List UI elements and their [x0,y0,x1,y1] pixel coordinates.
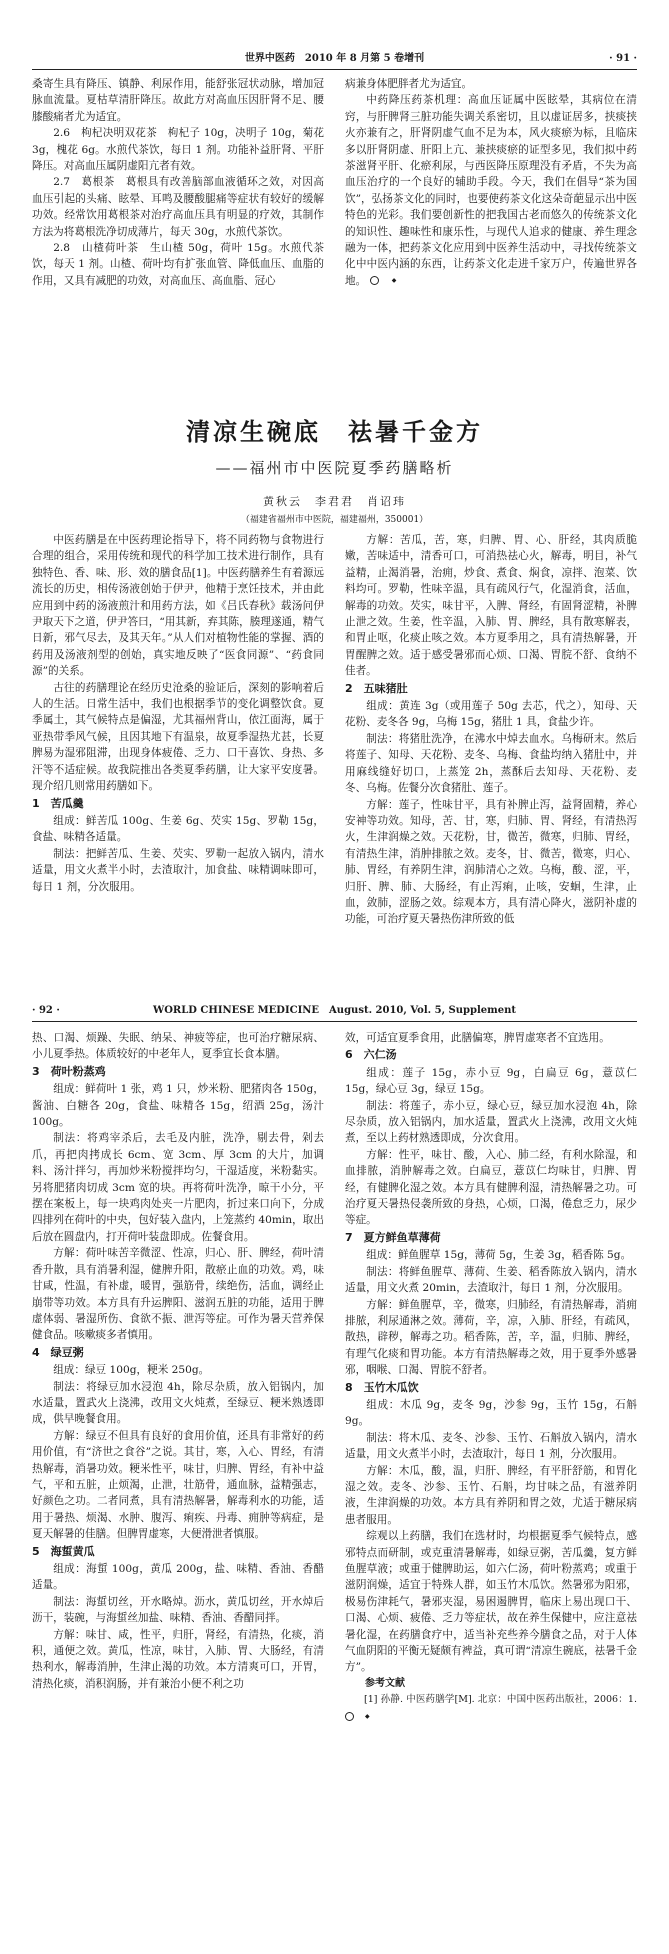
body-paragraph: 方解：性平，味甘、酸，入心、肺二经，有利水除湿，和血排脓，消肿解毒之效。白扁豆，薏苡仁均味甘，归脾、胃经，有健脾化湿之效。本方具有健脾利湿，清热解暑之功。可治疗夏天暑热侵袭所致的身热，心烦，口渴，倦怠乏力，尿少等症。 [345,1148,637,1227]
section-heading: 8 玉竹木瓜饮 [345,1380,419,1394]
body-paragraph: 中医药膳是在中医药理论指导下，将不同药物与食物进行合理的组合，采用传统和现代的科学加工技术进行制作，具有独特色、香、味、形、效的膳食品[1]。中医药膳养生有着源远流长的历史，相传汤液创始于伊尹，他精于烹饪技术，并由此应用到中药的汤液煎汁和用药方法，如《吕氏春秋》载汤问伊尹取天下之道，伊尹答曰，“用其新，弃其陈，腠理遂通，精气日新，邪气尽去，及其天年。”从人们对植物性能的掌握、酒的药用及汤液剂型的创始，真实地反映了“医食同源”、“药食同源”的关系。 [32,534,324,678]
body-paragraph: 制法：将鸡宰杀后，去毛及内脏，洗净，剔去骨，剁去爪，再把肉拷成长 6cm、宽 3cm、厚 3cm 的大片，加调料、汤汁拌匀，再加炒米粉搅拌均匀，干湿适度，米粉黏实。另将肥猪肉切成 3cm 宽的块。再将荷叶洗净，晾干小分，平摆在案板上，每一块鸡肉处夹一片肥肉，折过来口向下，分成四排列在荷叶的中央，包好装入盘内，上笼蒸约 40min，取出后放在圆盘内，打开荷叶装盘即成。佐餐食用。 [32,1132,324,1243]
body-paragraph: 方解：绿豆不但具有良好的食用价值，还具有非常好的药用价值，有“济世之食谷”之说。其甘，寒，入心、胃经，有清热解毒，消暑功效。粳米性平，味甘，归脾、胃经，有补中益气，平和五脏，止烦渴，止泄，壮筋骨，通血脉，益精强志，好颜色之功。二者同煮，具有清热解暑，解毒利水的功能，适用于暑热、烦渴、水肿、腹泻、痢疾、丹毒、痈肿等病症，是夏天解暑的佳膳。但脾胃虚寒，大便滑泄者慎服。 [32,1429,324,1541]
body-paragraph: 制法：将鲜鱼腥草、薄荷、生姜、稻香陈放入锅内，清水适量，用文火煮 20min，去渣取汁，每日 1 剂，分次服用。 [345,1265,637,1295]
article-title: 清凉生碗底 祛暑千金方 [186,417,483,446]
body-paragraph: 综观以上药膳，我们在选材时，均根据夏季气候特点，感邪特点而研制，或克重清暑解毒，如绿豆粥，苦瓜羹，复方鲜鱼腥草液；或重于健脾助运，如六仁汤，荷叶粉蒸鸡；或重于滋阴润燥，适宜于特殊人群，如玉竹木瓜饮。然暑邪为阳邪，极易伤津耗气，暑邪夹湿，易困遏脾胃，临床上易出现口干、口渴、心烦、疲倦、乏力等症状，故在养生保健中，应注意祛暑化湿，在药膳食疗中，适当补充些养今膳食之品，对于人体气血阴阳的平衡无疑颇有裨益，真可谓“清凉生碗底，祛暑千金方”。 [345,1530,637,1674]
article-end-icon: ◆ [345,1712,354,1721]
body-paragraph: 方解：荷叶味苦辛微涩、性凉，归心、肝、脾经，荷叶清香升散，具有消暑利湿，健脾升阳，散瘀止血的功效。鸡，味甘咸，性温，有补虚，暖胃，强筋骨，续绝伤，活血，调经止崩带等功效。本方具有升运脾阳、滋润五脏的功能，适用于脾虚体弱、暑湿所伤、食欲不振、泄泻等症。可作为暑天营养保健食品。咳嗽痰多者慎用。 [32,1247,324,1342]
page-number: · 92 · [32,1004,60,1016]
body-paragraph: 效，可适宜夏季食用，此膳偏寒，脾胃虚寒者不宜选用。 [345,1032,610,1044]
running-header [32,50,637,70]
column-right [345,1030,637,1725]
body-paragraph: 组成：鲜荷叶 1 张，鸡 1 只，炒米粉、肥猪肉各 150g，酱油、白糖各 20g，食盐、味精各 15g，绍酒 25g，汤汁 100g。 [32,1083,324,1129]
body-paragraph: 制法：将莲子，赤小豆，绿心豆，绿豆加水浸泡 4h，除尽杂质，放入铝锅内，加水适量，置武火上浇沸，改用文火炖煮，至以上药材熟透即成，分次食用。 [345,1099,637,1145]
body-paragraph: 组成：木瓜 9g，麦冬 9g，沙参 9g，玉竹 15g，石斛 9g。 [345,1398,637,1428]
article-end-icon: ◆ [370,276,379,285]
body-paragraph: 热、口渴、烦躁、失眠、纳呆、神疲等症，也可治疗糖尿病、小儿夏季热。体质较好的中老年人，夏季宜长食本膳。 [32,1032,324,1061]
body-paragraph: 2.8 山楂荷叶茶 生山楂 50g，荷叶 15g。水煎代茶饮，每天 1 剂。山楂、荷叶均有扩张血管、降低血压、血脂的作用，又具有减肥的功效，对高血压、高血脂、冠心 [32,242,324,287]
section-heading: 7 夏方鲜鱼草薄荷 [345,1230,441,1244]
body-paragraph: 组成：鲜苦瓜 100g、生姜 6g、芡实 15g、罗勒 15g，食盐、味精各适量。 [32,814,324,844]
body-paragraph: 方解：鲜鱼腥草，辛，微寒，归肺经，有清热解毒，消痈排脓，利尿通淋之效。薄荷，辛，凉，入肺、肝经，有疏风，散热，辟秽，解毒之功。稻香陈，苦，辛，温，归肺、脾经，有理气化痰和胃功能。本方有清热解毒之效，用于夏季外感暑邪，咽喉、口渴、胃脘不舒者。 [345,1298,637,1377]
page-gap [0,960,669,994]
body-paragraph: 制法：将猪肚洗净，在沸水中焯去血水。乌梅研末。然后将莲子、知母、天花粉、麦冬、乌梅、食盐均纳入猪肚中，并用麻线缝好切口，上蒸笼 2h，蒸酥后去知母、天花粉、麦冬、乌梅。佐餐分次食猪肚、莲子。 [345,732,637,795]
body-paragraph: 制法：海蜇切丝，开水略焯。沥水，黄瓜切丝，开水焯后沥干，装碗，与海蜇丝加盐、味精、香油、香醋同拌。 [32,1595,324,1625]
column-left-body [32,532,324,895]
section-heading: 1 苦瓜羹 [32,796,84,810]
body-paragraph: 组成：黄连 3g（或用莲子 50g 去芯，代之），知母、天花粉、麦冬各 9g，乌梅 15g，猪肚 1 具，食盐少许。 [345,700,637,729]
reference-item: [1] 孙静. 中医药膳学[M]. 北京：中国中医药出版社，2006：1. ◆ [345,1692,637,1725]
section-heading: 2 五味猪肚 [345,681,408,695]
body-paragraph: 方解：味甘、咸，性平，归肝，肾经，有清热，化痰，消积，通便之效。黄瓜，性凉，味甘，入肺、胃、大肠经，有清热利水，解毒消肿，生津止渴的功效。本方清爽可口，开胃，清热化痰，消积润肠，并有兼治小便不利之功 [32,1628,324,1690]
body-paragraph: 组成：海蜇 100g，黄瓜 200g，盐、味精、香油、香醋适量。 [32,1563,324,1592]
body-paragraph: 方解：木瓜，酸，温，归肝、脾经，有平肝舒筋，和胃化湿之效。麦冬、沙参、玉竹、石斛，均甘味之品，有滋养阴液，生津润燥的功效。本方具有养阴和胃之效，尤适于糖尿病患者服用。 [345,1464,637,1526]
body-paragraph: 制法：将绿豆加水浸泡 4h，除尽杂质，放入铝锅内，加水适量，置武火上浇沸，改用文火炖煮，至绿豆、粳米熟透即成，供早晚餐食用。 [32,1380,324,1426]
column-right-body [345,532,637,928]
page-91 [0,0,669,960]
body-paragraph: 制法：将木瓜、麦冬、沙参、玉竹、石斛放入锅内，清水适量，用文火煮半小时，去渣取汁，每日 1 剂，分次服用。 [345,1431,637,1461]
body-paragraph: 桑寄生具有降压、镇静、利尿作用，能舒张冠状动脉，增加冠脉血流量。夏枯草清肝降压。故此方对高血压因肝肾不足、腰膝酸痛者尤为适宜。 [32,78,324,123]
body-paragraph: 2.6 枸杞决明双花茶 枸杞子 10g，决明子 10g，菊花 3g，槐花 6g。水煎代茶饮，每日 1 剂。功能补益肝肾、平肝降压。对高血压属阴虚阳亢者有效。 [32,127,324,173]
body-paragraph: 古往的药膳理论在经历史沧桑的验证后，深刻的影响着后人的生活。日常生活中，我们也根据季节的变化调整饮食。夏季属土，其气候特点是偏湿，尤其福州背山，依江面海，属于亚热带季风气候，且因其地下有温泉，故夏季湿热尤甚，长夏脾易为湿邪阻滞，出现身体疲倦、乏力、口干喜饮、身热、多汗等不适症候。故我院推出各类夏季药膳，让大家平安度暑。现介绍几则常用药膳如下。 [32,681,324,793]
body-paragraph: 中药降压药茶机理：高血压证属中医眩晕，其病位在清窍，与肝脾肾三脏功能失调关系密切，且以虚证居多，挟痰挟火亦兼有之，肝肾阴虚气血不足为本，风火痰瘀为标，且临床多以肝肾阴虚、肝阳上亢、兼挟痰瘀的证型多见，我们拟中药茶滋肾平肝、化瘀利尿，与西医降压原理没有矛盾，不失为高血压治疗的一个良好的辅助手段。今天，我们在倡导“茶为国饮”，弘扬茶文化的同时，也要使药茶文化这朵奇葩显示出中医特色的光彩。我们要创新性的把我国古老而悠久的传统茶文化的知识性、趣味性和康乐性，与现代人追求的健康、养生理念融为一体，把药茶文化应用到中医养生活动中，寻找传统茶文化中中医内涵的东西，让药茶文化走进千家万户，传遍世界各地。 ◆ [345,94,637,287]
body-paragraph: 方解：莲子，性味甘平，具有补脾止泻，益肾固精，养心安神等功效。知母，苦、甘，寒，归肺、胃、肾经，有清热泻火，生津润燥之效。天花粉，甘，微苦，微寒，归肺、胃经，有清热生津，消肿排脓之效。麦冬，甘、微苦，微寒，归心、肺、胃经，有养阴生津，润肺清心之效。乌梅，酸、涩，平，归肝、脾、肺、大肠经，有止泻痢，止咳，安蛔，生津，止血，敛肺，涩肠之效。综观本方，具有清心降火，滋阴补虚的功能，可治疗夏天暑热伤津所致的低 [345,798,637,926]
body-paragraph: 制法：把鲜苦瓜、生姜、芡实、罗勒一起放入锅内，清水适量，用文火煮半小时，去渣取汁，加食盐、味精调味即可，每日 1 剂，分次服用。 [32,847,324,893]
body-paragraph: 组成：莲子 15g，赤小豆 9g，白扁豆 6g，薏苡仁 15g，绿心豆 3g，绿豆 15g。 [345,1066,637,1096]
page-number: · 91 · [609,52,637,64]
header-journal-title: 世界中医药 2010 年 8 月第 5 卷增刊 [244,52,425,64]
page-92 [0,994,669,1954]
body-paragraph: 组成：鲜鱼腥草 15g，薄荷 5g，生姜 3g，稻香陈 5g。 [366,1249,632,1262]
section-heading: 4 绿豆粥 [32,1345,84,1359]
article-authors: 黄秋云 李君君 肖诏玮 [263,495,406,508]
article-subtitle: ——福州市中医院夏季药膳略析 [215,459,454,477]
body-paragraph: 2.7 葛根茶 葛根具有改善脑部血液循环之效，对因高血压引起的头痛、眩晕、耳鸣及腰酸腿痛等症状有较好的缓解功效。经常饮用葛根茶对治疗高血压具有明显的疗效，其制作方法为将葛根洗净切成薄片，每天 30g，水煎代茶饮。 [32,176,324,238]
section-heading: 5 海蜇黄瓜 [32,1544,95,1558]
article-affiliation: （福建省福州市中医院，福建福州，350001） [240,515,429,525]
body-paragraph: 方解：苦瓜，苦，寒，归脾、胃、心、肝经，其肉质脆嫩，苦味适中，清香可口，可消热祛心火，解毒，明目，补气益精，止渴消暑，治痈，炒食、煮食、焖食，凉拌、泡菜、饮料均可。罗勒，性味辛温，具有疏风行气，化湿消食，活血，解毒的功效。芡实，味甘平，入脾、肾经，有固肾涩精，补脾止泄之效。生姜，性辛温，入肺、胃、脾经，具有散寒解表，和胃止呕，化痰止咳之效。本方夏季用之，具有清热解暑，开胃醒脾之效。适于感受暑邪而心烦、口渴、胃脘不舒、食纳不佳者。 [345,534,637,678]
body-paragraph: 病兼身体肥胖者尤为适宜。 [345,78,473,90]
column-right-top [345,76,637,289]
references-heading: 参考文献 [365,1677,405,1689]
header-journal-title: WORLD CHINESE MEDICINE August. 2010, Vol. 5, Supplement [152,1004,516,1016]
body-paragraph: 组成：绿豆 100g，粳米 250g。 [53,1364,210,1377]
section-heading: 6 六仁汤 [345,1048,397,1062]
running-header [32,1002,637,1022]
section-heading: 3 荷叶粉蒸鸡 [32,1064,106,1078]
column-left [32,1030,324,1692]
column-left-top [32,76,324,289]
